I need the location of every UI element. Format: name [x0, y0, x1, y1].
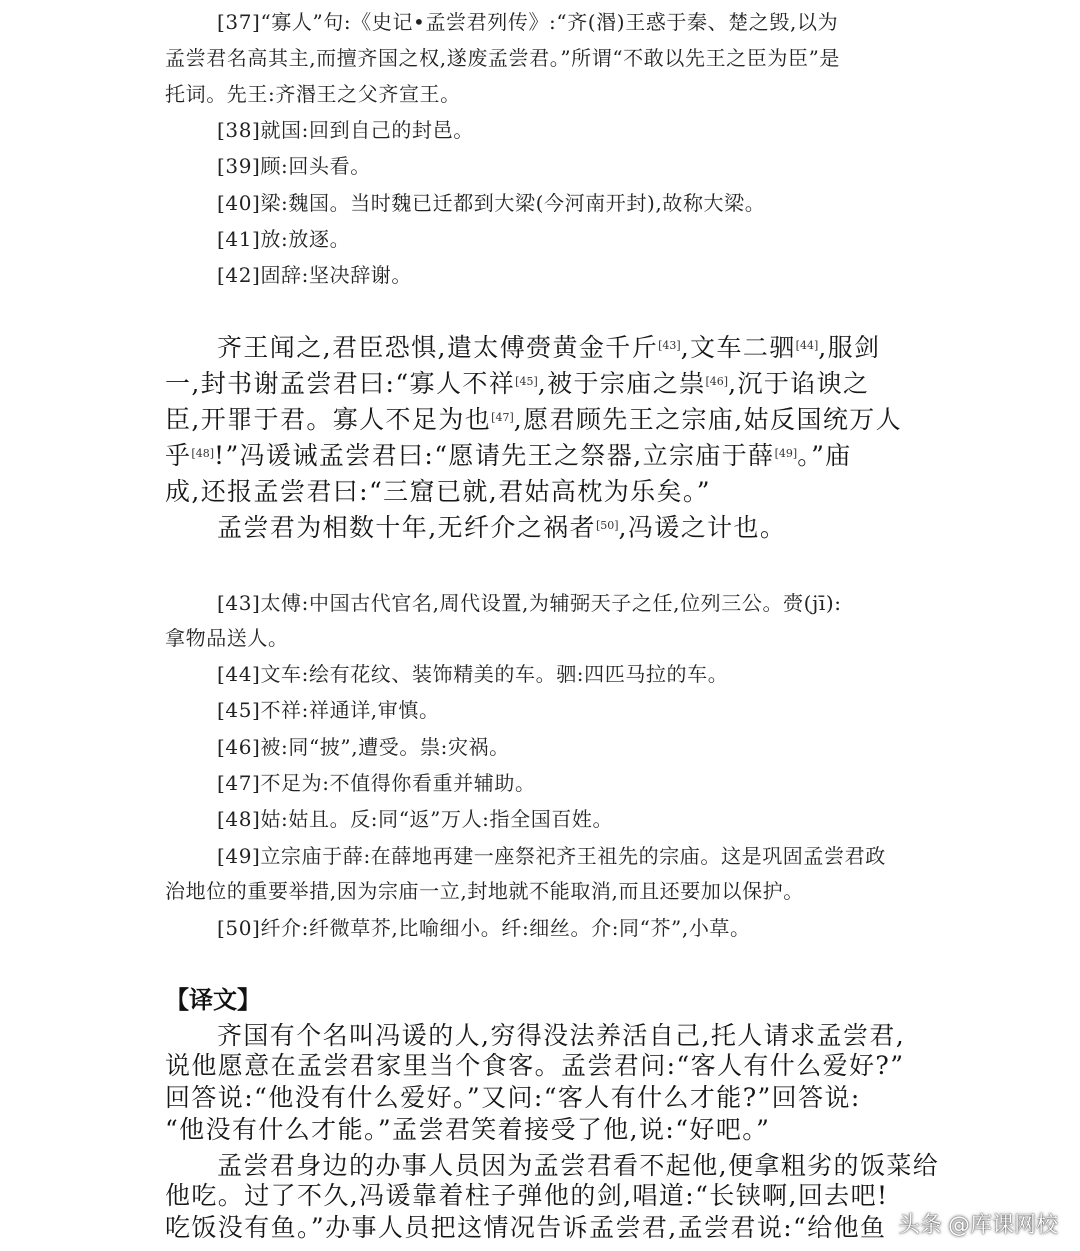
footnote-47: [47]不足为:不值得你看重并辅助。 — [217, 771, 536, 795]
translation-line-4: “他没有什么才能。”孟尝君笑着接受了他,说:“好吧。” — [165, 1115, 771, 1144]
footnote-ref-49: [49] — [774, 447, 798, 460]
body-line-4 — [165, 438, 852, 474]
footnote-37-line-1: [37]“寡人”句:《史记•孟尝君列传》:“齐(湣)王惑于秦、楚之毁,以为 — [217, 10, 839, 34]
body-line-3 — [165, 402, 902, 438]
footnote-48: [48]姑:姑且。反:同“返”万人:指全国百姓。 — [217, 807, 614, 831]
footnote-43-line-1: [43]太傅:中国古代官名,周代设置,为辅弼天子之任,位列三公。赍(jī): — [217, 591, 842, 615]
footnote-50: [50]纤介:纤微草芥,比喻细小。纤:细丝。介:同“芥”,小草。 — [217, 916, 751, 940]
body-text: 臣,开罪于君。寡人不足为也 — [165, 405, 492, 434]
body-text: !”冯谖诫孟尝君曰:“愿请先王之祭器,立宗庙于薛 — [214, 441, 775, 470]
watermark-prefix: 头条 — [897, 1213, 942, 1238]
body-text: ,文车二驷 — [680, 333, 796, 362]
watermark — [898, 1208, 1058, 1239]
watermark-handle: @库课网校 — [947, 1213, 1058, 1238]
body-line-1 — [217, 330, 880, 366]
translation-line-5: 孟尝君身边的办事人员因为孟尝君看不起他,便拿粗劣的饭菜给 — [217, 1151, 940, 1180]
footnote-ref-44: [44] — [795, 339, 819, 352]
footnote-46: [46]被:同“披”,遭受。祟:灾祸。 — [217, 735, 510, 759]
footnote-43-line-2: 拿物品送人。 — [165, 626, 289, 650]
footnote-ref-43: [43] — [658, 339, 681, 352]
section-heading-translation: 【译文】 — [165, 986, 261, 1014]
footnote-41: [41]放:放逐。 — [217, 227, 351, 251]
footnote-49-line-1: [49]立宗庙于薛:在薛地再建一座祭祀齐王祖先的宗庙。这是巩固孟尝君政 — [217, 844, 886, 868]
body-text: ,愿君顾先王之宗庙,姑反国统万人 — [513, 405, 903, 434]
body-line-2 — [165, 366, 869, 402]
footnote-ref-46: [46] — [705, 375, 729, 388]
footnote-37-line-3: 托词。先王:齐湣王之父齐宣王。 — [165, 82, 461, 106]
footnote-ref-50: [50] — [595, 519, 619, 532]
body-text: 。”庙 — [797, 441, 852, 470]
footnote-44: [44]文车:绘有花纹、装饰精美的车。驷:四匹马拉的车。 — [217, 662, 729, 686]
body-text: 齐王闻之,君臣恐惧,遣太傅赍黄金千斤 — [217, 333, 659, 362]
footnote-ref-47: [47] — [491, 411, 514, 424]
translation-line-6: 他吃。过了不久,冯谖靠着柱子弹他的剑,唱道:“长铗啊,回去吧! — [165, 1181, 889, 1210]
footnote-49-line-2: 治地位的重要举措,因为宗庙一立,封地就不能取消,而且还要加以保护。 — [165, 879, 804, 903]
body-text: 成,还报孟尝君曰:“三窟已就,君姑高枕为乐矣。” — [165, 477, 711, 506]
body-line-5 — [165, 474, 711, 510]
footnote-40: [40]梁:魏国。当时魏已迁都到大梁(今河南开封),故称大梁。 — [217, 191, 766, 215]
body-text: ,被于宗庙之祟 — [537, 369, 706, 398]
body-text: ,服剑 — [818, 333, 881, 362]
body-text: ,沉于谄谀之 — [728, 369, 870, 398]
body-text: 一,封书谢孟尝君曰:“寡人不祥 — [165, 369, 516, 398]
footnote-42: [42]固辞:坚决辞谢。 — [217, 263, 412, 287]
footnote-39: [39]顾:回头看。 — [217, 154, 371, 178]
translation-line-2: 说他愿意在孟尝君家里当个食客。孟尝君问:“客人有什么爱好?” — [165, 1051, 905, 1080]
translation-line-7: 吃饭没有鱼。”办事人员把这情况告诉孟尝君,孟尝君说:“给他鱼 — [165, 1213, 887, 1242]
footnote-37-line-2: 孟尝君名高其主,而擅齐国之权,遂废孟尝君。”所谓“不敢以先王之臣为臣”是 — [165, 46, 840, 70]
footnote-38: [38]就国:回到自己的封邑。 — [217, 118, 474, 142]
footnote-45: [45]不祥:祥通详,审慎。 — [217, 698, 440, 722]
body-text: ,冯谖之计也。 — [618, 513, 787, 542]
body-text: 孟尝君为相数十年,无纤介之祸者 — [217, 513, 596, 542]
translation-line-3: 回答说:“他没有什么爱好。”又问:“客人有什么才能?”回答说: — [165, 1083, 861, 1112]
body-line-6 — [217, 510, 786, 546]
footnote-ref-48: [48] — [191, 447, 214, 460]
footnote-ref-45: [45] — [515, 375, 538, 388]
body-text: 乎 — [165, 441, 192, 470]
translation-line-1: 齐国有个名叫冯谖的人,穷得没法养活自己,托人请求孟尝君, — [217, 1021, 906, 1050]
